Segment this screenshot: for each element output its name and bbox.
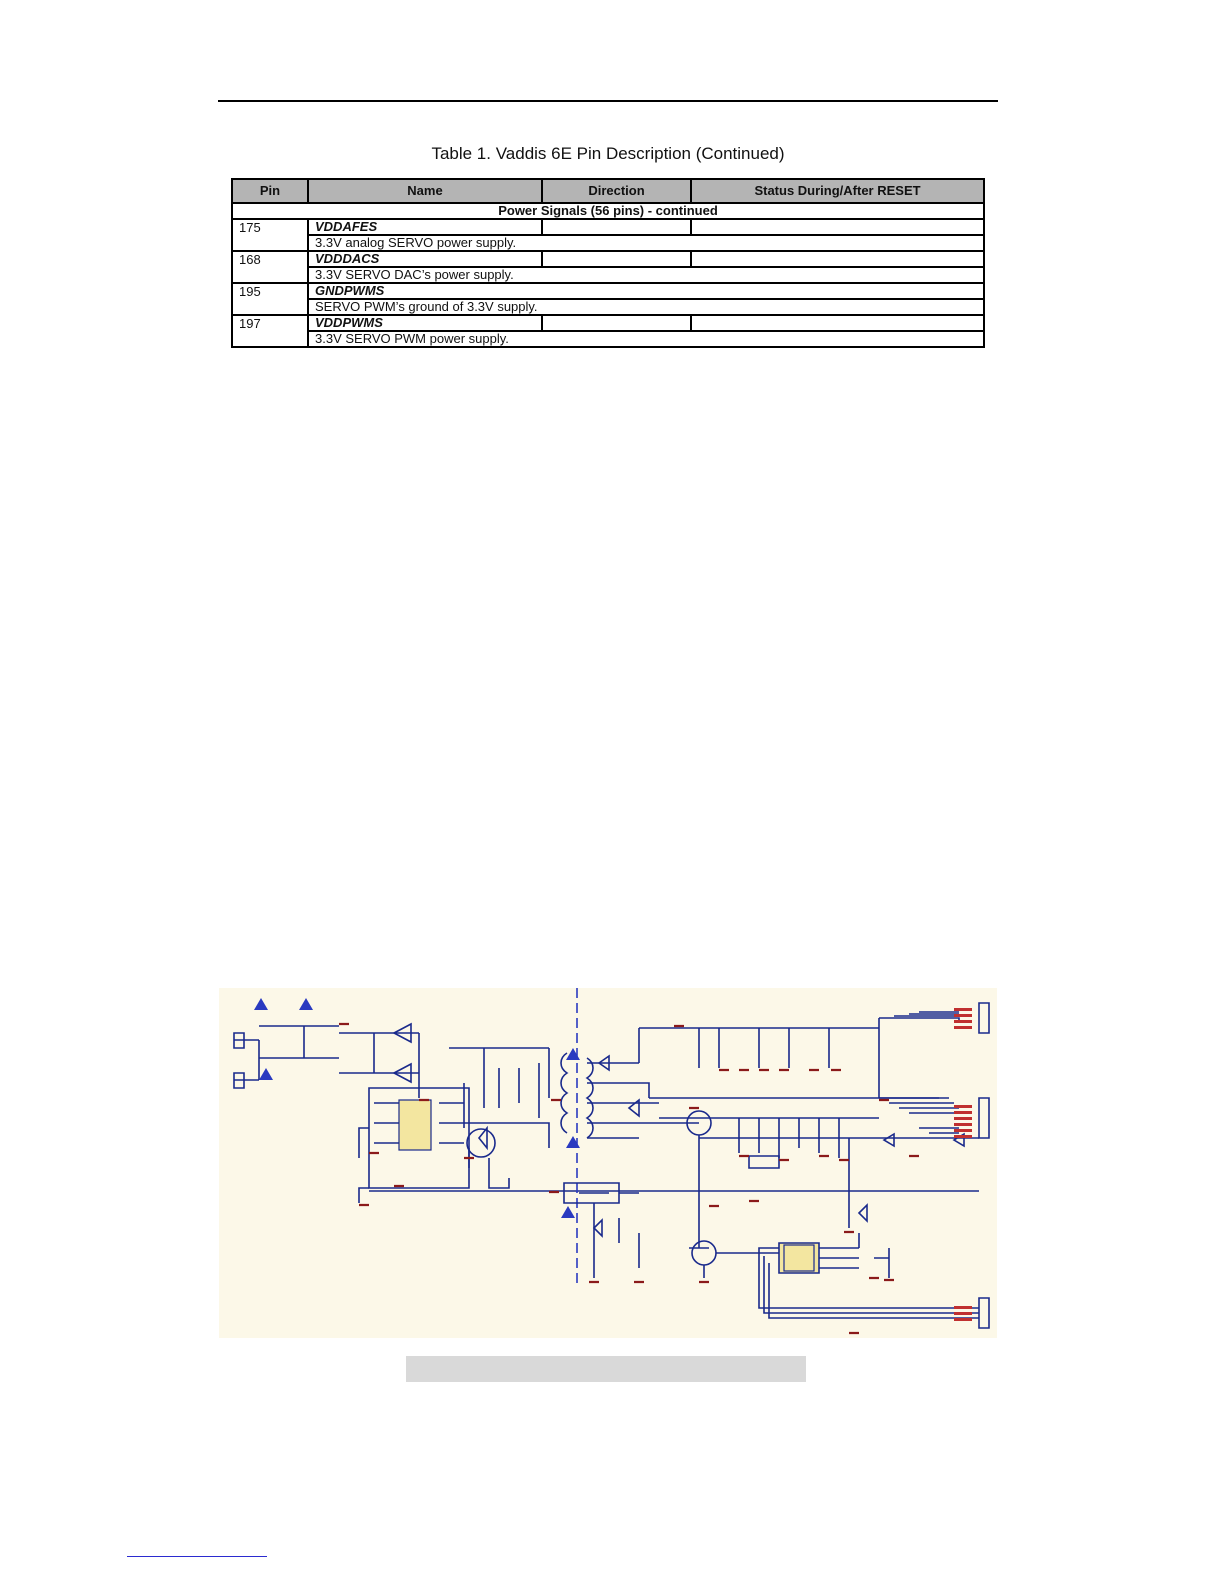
footer-link-underline[interactable] bbox=[127, 1556, 267, 1557]
signal-name: VDDDACS bbox=[308, 251, 542, 267]
ground-symbols bbox=[339, 1024, 919, 1333]
signal-name: VDDPWMS bbox=[308, 315, 542, 331]
group-label: Power Signals (56 pins) - continued bbox=[232, 203, 984, 219]
table-row-description bbox=[232, 299, 984, 315]
signal-direction bbox=[542, 315, 691, 331]
signal-status bbox=[691, 251, 984, 267]
table-row-description bbox=[232, 331, 984, 347]
signal-description: 3.3V SERVO PWM power supply. bbox=[308, 331, 984, 347]
table-row bbox=[232, 251, 984, 267]
signal-name: VDDAFES bbox=[308, 219, 542, 235]
table-row bbox=[232, 219, 984, 235]
pin-number: 168 bbox=[232, 251, 308, 283]
schematic-drawing bbox=[219, 988, 997, 1338]
table-row bbox=[232, 283, 984, 299]
figure-caption-bar bbox=[406, 1356, 806, 1382]
signal-direction bbox=[542, 219, 691, 235]
header-name: Name bbox=[308, 179, 542, 203]
power-supply-schematic bbox=[219, 988, 997, 1338]
signal-direction bbox=[542, 251, 691, 267]
header-pin: Pin bbox=[232, 179, 308, 203]
pin-number: 195 bbox=[232, 283, 308, 315]
header-status: Status During/After RESET bbox=[691, 179, 984, 203]
signal-name: GNDPWMS bbox=[308, 283, 984, 299]
signal-description: 3.3V SERVO DAC’s power supply. bbox=[308, 267, 984, 283]
signal-status bbox=[691, 315, 984, 331]
connector-pins bbox=[954, 1008, 972, 1321]
header-direction: Direction bbox=[542, 179, 691, 203]
table-header-row bbox=[232, 179, 984, 203]
pin-description-table bbox=[231, 178, 985, 348]
signal-description: 3.3V analog SERVO power supply. bbox=[308, 235, 984, 251]
table-row-description bbox=[232, 267, 984, 283]
group-row bbox=[232, 203, 984, 219]
table-title: Table 1. Vaddis 6E Pin Description (Continued) bbox=[431, 144, 785, 163]
pin-number: 175 bbox=[232, 219, 308, 251]
signal-status bbox=[691, 219, 984, 235]
table-row-description bbox=[232, 235, 984, 251]
table-row bbox=[232, 315, 984, 331]
signal-description: SERVO PWM’s ground of 3.3V supply. bbox=[308, 299, 984, 315]
header-rule bbox=[218, 100, 998, 102]
pin-number: 197 bbox=[232, 315, 308, 347]
ic-blocks bbox=[399, 1100, 814, 1271]
